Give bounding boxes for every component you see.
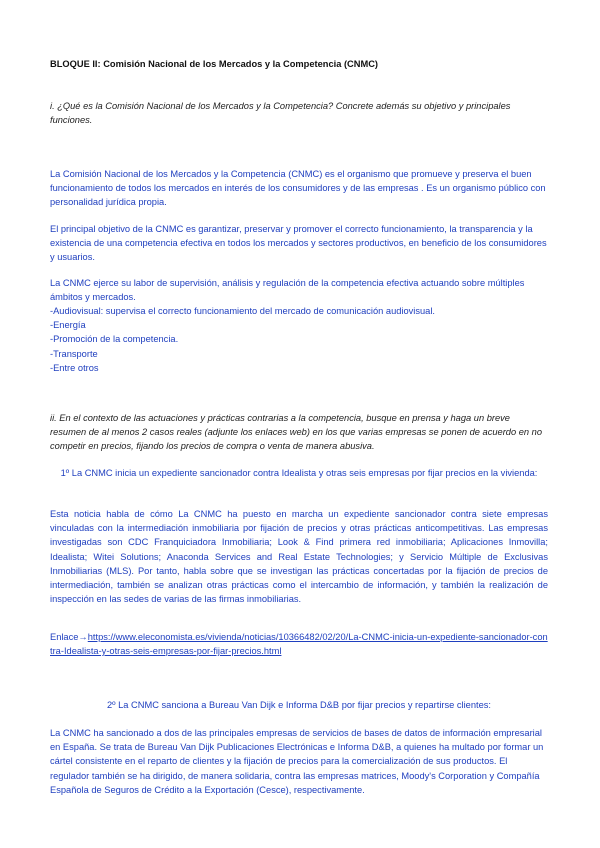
- question-2: ii. En el contexto de las actuaciones y prácticas contrarias a la competencia, busque en prensa y haga un breve resumen de al menos 2 casos reales (adjunte los enlaces web) en los que varias empresas se ponen de acuerdo en no competir en precios, fijando los precios de compra o venta de manera abusiva.: [50, 413, 542, 452]
- list-item: -Promoción de la competencia.: [50, 334, 179, 345]
- case-2-title: 2º La CNMC sanciona a Bureau Van Dijk e Informa D&B por fijar precios y repartirse clientes:: [106, 700, 492, 710]
- case-1-title: 1º La CNMC inicia un expediente sancionador contra Idealista y otras seis empresas por fijar precios en la vivienda:: [60, 468, 538, 478]
- answer-1-paragraph-2: El principal objetivo de la CNMC es garantizar, preservar y promover el correcto funcionamiento, la transparencia y la existencia de una competencia efectiva en todos los mercados y sectores productivos, en beneficio de los consumidores y usuarios.: [50, 224, 547, 263]
- section-heading: BLOQUE II: Comisión Nacional de los Mercados y la Competencia (CNMC): [50, 59, 379, 69]
- list-item: -Audiovisual: supervisa el correcto funcionamiento del mercado de comunicación audiovisual.: [50, 306, 435, 316]
- case-1-body: Esta noticia habla de cómo La CNMC ha puesto en marcha un expediente sancionador contra siete empresas vinculadas con la intermediación inmobiliaria por fijación de precios y otras prácticas anticompetitivas. Las empresas investigadas son CDC Franquiciadora Inmobiliaria; Look & Find primera red inmobiliaria; Aplicaciones Inmovilla; Idealista; Witei Solutions; Anaconda Services and Real Estate Technologies; y Servicio Múltiple de Exclusivas Inmobiliarias (MLS). Por tanto, habla sobre que se investigan las prácticas concertadas por la fijación de precios de intermediación, también se analizan otras prácticas como el intercambio de información, y también la realización de inspección en las sedes de varias de las firmas inmobiliarias.: [50, 509, 548, 605]
- answer-1-paragraph-3: La CNMC ejerce su labor de supervisión, análisis y regulación de la competencia efectiva actuando sobre múltiples ámbitos y mercados.: [50, 278, 525, 303]
- answer-1-paragraph-1: La Comisión Nacional de los Mercados y la Competencia (CNMC) es el organismo que promueve y preserva el buen funcionamiento de todos los mercados en interés de los consumidores y de las empresas . Es un organismo público con personalidad jurídica propia.: [50, 169, 546, 208]
- list-item: -Entre otros: [50, 362, 99, 373]
- link-prefix: Enlace→: [50, 632, 88, 642]
- list-item: -Energía: [50, 320, 86, 331]
- question-1: i. ¿Qué es la Comisión Nacional de los Mercados y la Competencia? Concrete además su objetivo y principales funciones.: [50, 101, 511, 126]
- answer-1-list: [50, 304, 548, 375]
- case-1-link-paragraph: [50, 630, 548, 658]
- list-item: -Transporte: [50, 348, 98, 359]
- case-1-link[interactable]: https://www.eleconomista.es/vivienda/noticias/10366482/02/20/La-CNMC-inicia-un-expediente-sancionador-contra-Idealista-y-otras-seis-empresas-por-fijar-precios.html: [50, 632, 548, 657]
- case-2-body: La CNMC ha sancionado a dos de las principales empresas de servicios de bases de datos de información empresarial en España. Se trata de Bureau Van Dijk Publicaciones Electrónicas e Informa D&B, a quienes ha multado por formar un cártel consistente en el reparto de clientes y la fijación de precios para la comercialización de sus productos. El regulador también se ha dirigido, de manera solidaria, contra las empresas matrices, Moody's Corporation y Compañía Española de Seguros de Crédito a la Exportación (Cesce), respectivamente.: [50, 728, 544, 795]
